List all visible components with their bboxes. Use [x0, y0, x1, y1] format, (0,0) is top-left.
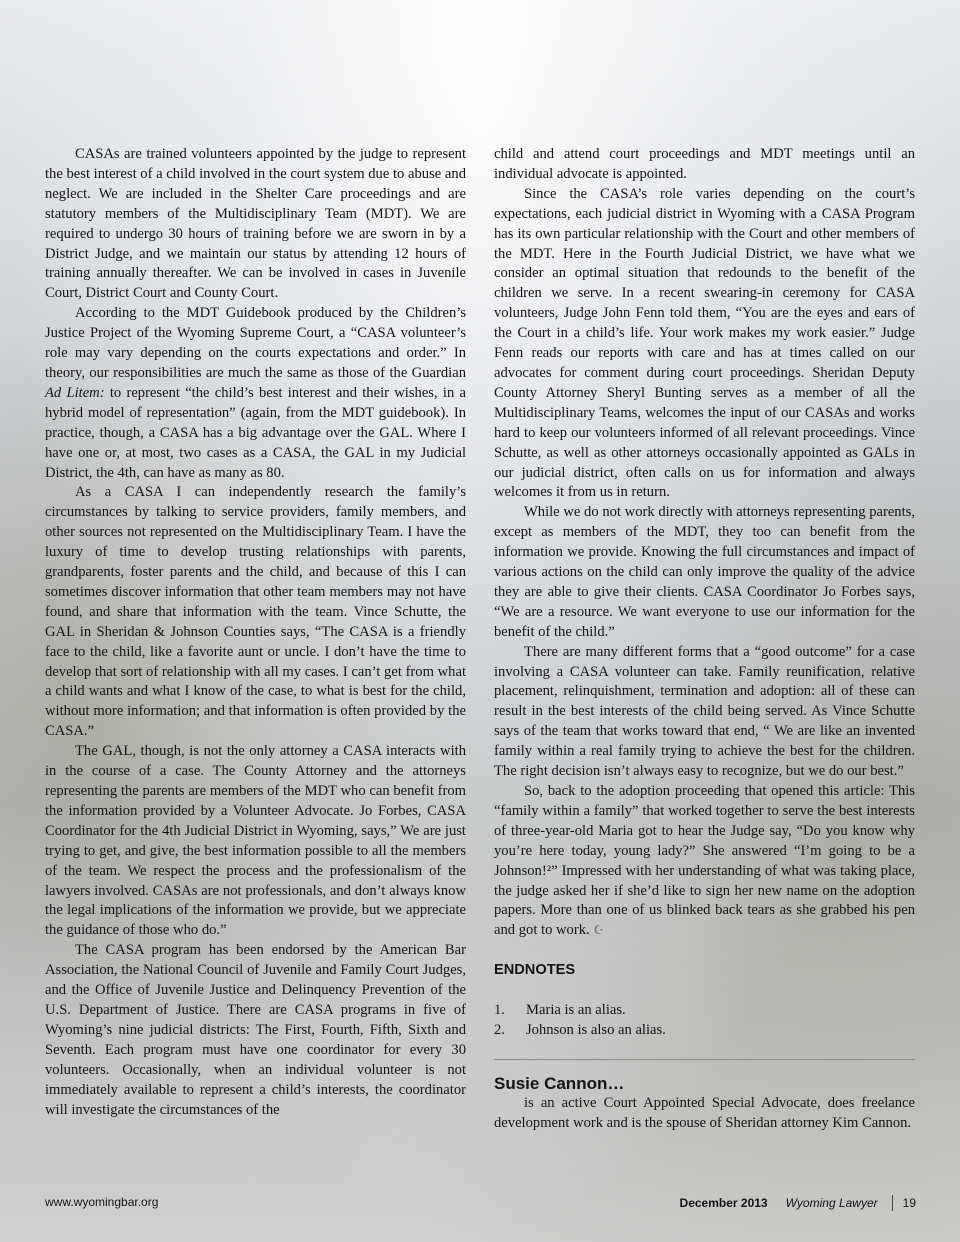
paragraph: child and attend court proceedings and MDT meetings until an individual advocate is appointed. — [494, 146, 915, 182]
author-bio: is an active Court Appointed Special Advocate, does freelance development work and is the spouse of Sheridan attorney Kim Cannon. — [494, 1094, 915, 1131]
text-run: According to the MDT Guidebook produced by the Children’s Justice Project of the Wyoming Supreme Court, a “CASA volunteer’s role may vary depending on the courts expectations and order.” In theory, our responsibilities are much the same as those of the Guardian — [45, 305, 466, 381]
issue-date: December 2013 — [679, 1196, 768, 1210]
paragraph — [45, 304, 466, 483]
endnotes-list — [494, 1001, 915, 1041]
left-column — [45, 145, 466, 1120]
endnote-text: Maria is an alias. — [526, 1002, 626, 1019]
footer-right — [680, 1195, 916, 1211]
author-name: Susie Cannon… — [494, 1073, 625, 1093]
paragraph: The CASA program has been endorsed by the American Bar Association, the National Council of Juvenile and Family Court Judges, and the Office of Juvenile Justice and Delinquency Prevention of the U.S. Department of Justice. There are CASA programs in five of Wyoming’s nine judicial districts: The First, Fourth, Fifth, Sixth and Seventh. Each program must have one coordinator for every 30 volunteers. Occasionally, when an individual volunteer is not immediately available to represent a child’s interests, the coordinator will investigate the circumstances of the — [45, 942, 466, 1118]
paragraph: As a CASA I can independently research the family’s circumstances by talking to service providers, family members, and other sources not represented on the Multidisciplinary Team. I have the luxury of time to develop trusting relationships with parents, grandparents, foster parents and the child, and because of this I can sometimes discover information that other team members may not have found, and share that information with the team. Vince Schutte, the GAL in Sheridan & Johnson Counties says, “The CASA is a friendly face to the child, like a favorite aunt or uncle. I don’t have the time to develop that sort of relationship with all my cases. I can’t get from what a child wants and what I know of the case, to what is best for the child, without more information; and that information is often provided by the CASA.” — [45, 484, 466, 740]
publication-name: Wyoming Lawyer — [785, 1196, 878, 1210]
divider — [494, 1059, 915, 1060]
page-footer — [45, 1193, 916, 1213]
paragraph — [494, 782, 915, 941]
paragraph: The GAL, though, is not the only attorney a CASA interacts with in the course of a case. The County Attorney and the attorneys representing the parents are members of the MDT who can benefit from the information provided by a Volunteer Advocate. Jo Forbes, CASA Coordinator for the 4th Judicial District in Wyoming, says,” We are just trying to get, and give, the best information possible to all the members of the team. We respect the process and the professionalism of the lawyers involved. CASAs are not professionals, and don’t always know the legal implications of the information we provide, but we appreciate the guidance of those who do.” — [45, 743, 466, 939]
paragraph: While we do not work directly with attorneys representing parents, except as members of the MDT, they too can benefit from the information we provide. Knowing the full circumstances and impact of various actions on the child can only improve the quality of the advice they are able to give their clients. CASA Coordinator Jo Forbes says, “We are a resource. We want everyone to use our information for the benefit of the child.” — [494, 504, 915, 640]
endnote-text: Johnson is also an alias. — [526, 1022, 666, 1039]
footer-divider — [892, 1195, 893, 1211]
end-mark-icon: ☪ — [593, 923, 605, 938]
text-run: to represent “the child’s best interest and their wishes, in a hybrid model of representation” (again, from the MDT guidebook). In practice, though, a CASA has a big advantage over the GAL. Where I have one or, at most, two cases as a CASA, the GAL in my Judicial District, the 4th, can have as many as 80. — [45, 384, 466, 481]
text-run: So, back to the adoption proceeding that opened this article: This “family within a family” that worked together to serve the best interests of three-year-old Maria got to hear the Judge say, “Do you know why you’re here today, young lady?” She answered “I’m going to be a Johnson!²” Impressed with her understanding of what was taking place, the judge asked her if she’d like to sign her new name on the adoption papers. More than one of us blinked back tears as she grabbed his pen and got to work. — [494, 783, 915, 939]
paragraph: CASAs are trained volunteers appointed by the judge to represent the best interest of a child involved in the court system due to abuse and neglect. We are included in the Shelter Care proceedings and are statutory members of the Multidisciplinary Team (MDT). We are required to undergo 30 hours of training before we are sworn in by a District Judge, and we maintain our status by attending 12 hours of training annually thereafter. We can be involved in cases in Juvenile Court, District Court and County Court. — [45, 146, 466, 302]
paragraph: There are many different forms that a “good outcome” for a case involving a CASA volunteer can take. Family reunification, relative placement, relinquishment, termination and adoption: all of these can result in the best interests of the child being served. As Vince Schutte says of the team that works toward that end, “ We are like an invented family within a real family trying to achieve the best for the children. The right decision isn’t always easy to recognize, but we do our best.” — [494, 643, 915, 780]
italic-term: Ad Litem: — [45, 384, 105, 401]
right-column — [494, 145, 915, 1134]
endnote-number: 1. — [494, 1002, 505, 1019]
list-item — [494, 1001, 915, 1021]
paragraph: Since the CASA’s role varies depending on the court’s expectations, each judicial district in Wyoming with a CASA Program has its own particular relationship with the Court and other members of the MDT. Here in the Fourth Judicial District, we have what we consider an optimal situation that redounds to the benefit of the children we serve. In a recent swearing-in ceremony for CASA volunteers, Judge John Fenn told them, “You are the eyes and ears of the Court in a child’s life. Your work makes my work easier.” Judge Fenn reads our reports with care and has at times called on our advocates for comment during court proceedings. Sheridan Deputy County Attorney Sheryl Bunting serves as a member of all the Multidisciplinary Teams, welcomes the input of our CASAs and works hard to keep our volunteers informed of all relevant proceedings. Vince Schutte, as well as other attorneys occasionally appointed as GALs in our judicial district, often calls on us for information and always welcomes it from us in return. — [494, 185, 915, 501]
endnotes-heading: ENDNOTES — [494, 962, 576, 979]
endnote-number: 2. — [494, 1022, 505, 1039]
list-item — [494, 1021, 915, 1041]
footer-url[interactable]: www.wyomingbar.org — [45, 1195, 159, 1209]
page-number: 19 — [902, 1196, 916, 1210]
